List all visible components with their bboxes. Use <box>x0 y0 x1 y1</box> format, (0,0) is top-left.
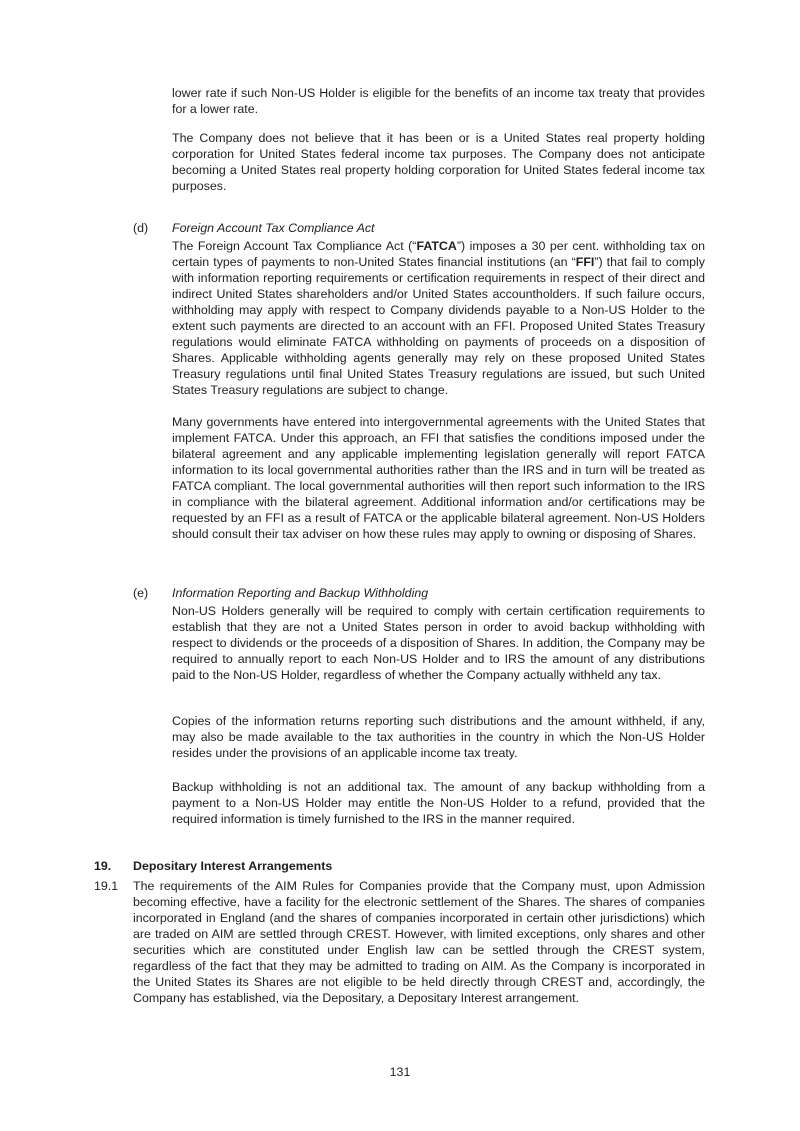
section-d-paragraph-2: Many governments have entered into intergovernmental agreements with the United States that implement FATCA. Under this approach, an FFI that satisfies the conditions imposed under the bilateral agreement and any applicable implementing legislation generally will report FATCA information to its local governmental authorities rather than the IRS and in turn will be treated as FATCA compliant. The local governmental authorities will then report such information to the IRS in compliance with the bilateral agreement. Additional information and/or certifications may be requested by an FFI as a result of FATCA or the applicable bilateral agreement. Non-US Holders should consult their tax adviser on how these rules may apply to owning or disposing of Shares. <box>172 415 705 541</box>
ffi-term: FFI <box>575 255 595 269</box>
section-19-1-number: 19.1 <box>94 879 119 893</box>
section-19-1-paragraph: The requirements of the AIM Rules for Companies provide that the Company must, upon Admission becoming effective, have a facility for the electronic settlement of the Shares. The shares of companies incorporated in England (and the shares of companies incorporated in certain other jurisdictions) which are traded on AIM are settled through CREST. However, with limited exceptions, only shares and other securities which are constituted under English law can be settled through the CREST system, regardless of the fact that they may be admitted to trading on AIM. As the Company is incorporated in the United States its Shares are not eligible to be held directly through CREST and, accordingly, the Company has established, via the Depositary, a Depositary Interest arrangement. <box>133 879 705 1005</box>
section-d-heading: Foreign Account Tax Compliance Act <box>172 221 375 235</box>
section-e-paragraph-1: Non-US Holders generally will be required to comply with certain certification requirements to establish that they are not a United States person in order to avoid backup withholding with respect to dividends or the proceeds of a disposition of Shares. In addition, the Company may be required to annually report to each Non-US Holder and to IRS the amount of any distributions paid to the Non-US Holder, regardless of whether the Company actually withheld any tax. <box>172 604 705 682</box>
intro-paragraph-2: The Company does not believe that it has been or is a United States real property holding corporation for United States federal income tax purposes. The Company does not anticipate becoming a United States real property holding corporation for United States federal income tax purposes. <box>172 131 705 193</box>
section-19-heading: Depositary Interest Arrangements <box>133 859 333 873</box>
fatca-term: FATCA <box>416 239 457 253</box>
section-d-paragraph-1 <box>172 238 705 398</box>
section-19-number: 19. <box>94 859 112 873</box>
section-d-p1-text-1: The Foreign Account Tax Compliance Act (“ <box>172 239 417 253</box>
section-e-label: (e) <box>133 586 149 600</box>
section-d-label: (d) <box>133 221 149 235</box>
section-d-p1-text-3: ”) that fail to comply with information reporting requirements or certification requirements in respect of their direct and indirect United States shareholders and/or United States accountholders. If such failure occurs, withholding may apply with respect to Company dividends payable to a Non-US Holder to the extent such payments are directed to an account with an FFI. Proposed United States Treasury regulations would eliminate FATCA withholding on payments of proceeds on a disposition of Shares. Applicable withholding agents generally may rely on these proposed United States Treasury regulations until final United States Treasury regulations are issued, but such United States Treasury regulations are subject to change. <box>172 255 705 397</box>
section-e-paragraph-2: Copies of the information returns reporting such distributions and the amount withheld, if any, may also be made available to the tax authorities in the country in which the Non-US Holder resides under the provisions of an applicable income tax treaty. <box>172 714 705 760</box>
section-e-paragraph-3: Backup withholding is not an additional tax. The amount of any backup withholding from a payment to a Non-US Holder may entitle the Non-US Holder to a refund, provided that the required information is timely furnished to the IRS in the manner required. <box>172 780 705 826</box>
section-d-p1-text-2: ”) imposes a 30 per cent. withholding tax on certain types of payments to non-United States financial institutions (an “ <box>172 239 706 269</box>
page-number: 131 <box>389 1065 411 1079</box>
intro-paragraph-1: lower rate if such Non-US Holder is eligible for the benefits of an income tax treaty that provides for a lower rate. <box>172 86 705 116</box>
section-e-heading: Information Reporting and Backup Withholding <box>172 586 429 600</box>
